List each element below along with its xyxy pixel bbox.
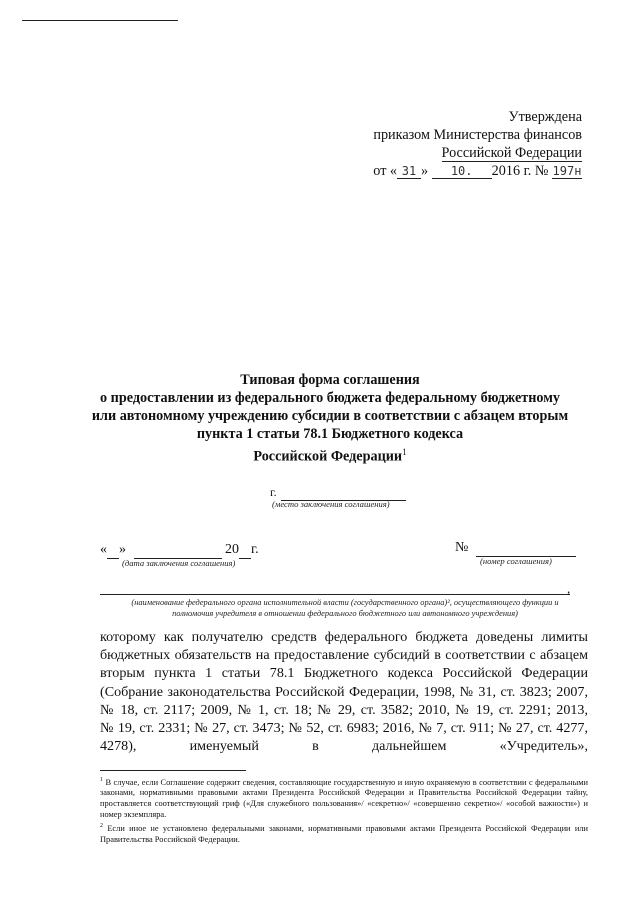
title-line-1: Типовая форма соглашения xyxy=(240,372,420,388)
body-line-3: вторым пункта 1 статьи 78.1 Бюджетного кодекса Российской Федерации xyxy=(100,665,588,682)
footnote-1: $^1$ В случае, если Соглашение содержит сведения, составляющие государственную и иную охраняемую в соответствии с федеральными законами, нормативными правовыми актами Президента Российской Федерации и Правительства Российской Федерации тайну, проставляется соответствующий гриф («Для служебного пользования»/ «секретно»/ «совершенно секретно»/ «особой важности») и номер экземпляра. xyxy=(100,777,588,819)
approval-day: 31 xyxy=(397,164,421,179)
title-line-3: или автономному учреждению субсидии в соответствии с абзацем вторым xyxy=(91,408,569,424)
approval-year: 2016 г. № xyxy=(491,163,549,179)
footnote-2: $^2$ Если иное не установлено федеральными законами, нормативными правовыми актами Президента Российской Федерации или Правительства Российской Федерации. xyxy=(100,823,588,844)
founder-caption: (наименование федерального органа исполнительной власти (государственного органа)², осуществляющего функции и полномочия учредителя в отношении федерального бюджетного или автономного учреждения) xyxy=(131,598,559,618)
title-line-4: пункта 1 статьи 78.1 Бюджетного кодекса xyxy=(196,426,464,442)
body-paragraph xyxy=(100,628,588,755)
approval-line-3: Российской Федерации xyxy=(441,145,582,161)
number-caption: (номер соглашения) xyxy=(480,556,552,566)
body-line-6: № 19, ст. 2331; № 27, ст. 3473; № 52, ст. 6983; 2016, № 7, ст. 911; № 27, ст. 4277, xyxy=(100,720,588,737)
number-field: № xyxy=(455,540,576,557)
body-line-2: бюджетных обязательств на предоставление субсидий в соответствии с абзацем xyxy=(100,647,588,664)
body-line-4: (Собрание законодательства Российской Федерации, 1998, № 31, ст. 3823; 2007, xyxy=(100,683,588,700)
date-caption: (дата заключения соглашения) xyxy=(122,558,236,568)
approval-line-2: приказом Министерства финансов xyxy=(373,127,582,143)
footnotes xyxy=(100,775,588,846)
number-blank xyxy=(476,540,576,557)
body-line-5: № 18, ст. 2117; 2009, № 1, ст. 18; № 29, ст. 3582; 2010, № 19, ст. 2291; 2013, xyxy=(100,701,588,718)
body-line-1: которому как получателю средств федерального бюджета доведены лимиты xyxy=(100,629,588,645)
footnote-rule xyxy=(100,770,246,771)
date-field: « » 20 г. xyxy=(100,542,259,557)
body-line-7: 4278), именуемый в дальнейшем «Учредитель», xyxy=(100,738,588,755)
founder-comma: , xyxy=(567,581,571,596)
approval-date-line: от « 31 » 10. 2016 г. № 197н xyxy=(373,163,582,179)
top-rule xyxy=(22,20,178,21)
title-footnote-mark: 1 xyxy=(402,447,407,457)
place-field: г. xyxy=(270,485,406,501)
title-line-2: о предоставлении из федерального бюджета федеральному бюджетному xyxy=(100,390,560,406)
approval-number: 197н xyxy=(552,164,582,178)
approval-line-1: Утверждена xyxy=(508,109,582,125)
title-line-5: Российской Федерации$^1$ xyxy=(253,447,407,465)
founder-blank-line xyxy=(100,594,570,595)
approval-block xyxy=(373,108,582,180)
approval-month: 10. xyxy=(432,164,492,179)
place-caption: (место заключения соглашения) xyxy=(272,499,390,509)
date-month-blank xyxy=(134,542,222,559)
document-title xyxy=(70,371,590,466)
